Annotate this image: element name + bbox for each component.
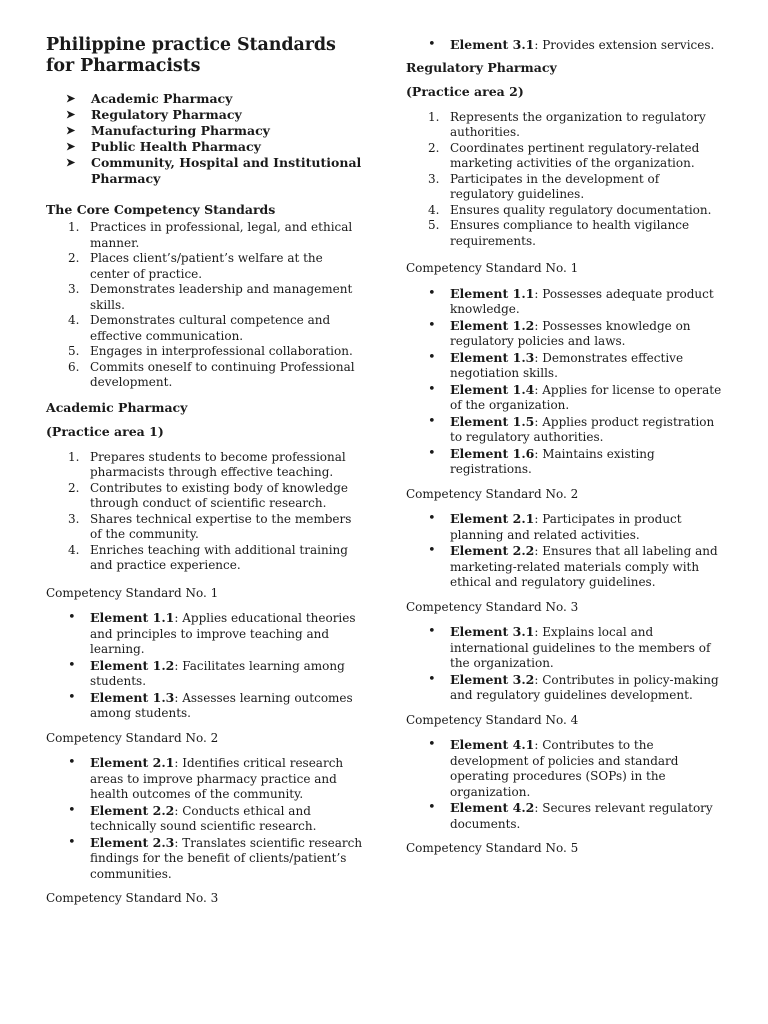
list-item: 5. Engages in interprofessional collaboration. bbox=[68, 344, 353, 358]
list-item: • Element 1.2: Facilitates learning among students. bbox=[68, 657, 345, 688]
competency-standard-label: Competency Standard No. 2 bbox=[46, 730, 219, 745]
competency-standard-label: Competency Standard No. 1 bbox=[406, 261, 579, 275]
arrow-bullet-icon: ➤ bbox=[66, 92, 76, 105]
arrow-bullet-icon: ➤ bbox=[66, 140, 76, 153]
competency-standard-label: Competency Standard No. 5 bbox=[406, 841, 579, 855]
competency-standard-label: Competency Standard No. 2 bbox=[406, 486, 579, 501]
list-item: 4. Enriches teaching with additional training and practice experience. bbox=[68, 542, 348, 572]
practice-areas-list bbox=[66, 91, 364, 187]
arrow-bullet-icon: ➤ bbox=[66, 108, 76, 121]
list-item: • Element 4.2: Secures relevant regulatory documents. bbox=[428, 800, 713, 831]
list-item: • Element 2.1: Identifies critical research areas to improve pharmacy practice and health outcomes of the community. bbox=[68, 755, 344, 801]
list-item: • Element 1.3: Demonstrates effective negotiation skills. bbox=[428, 349, 684, 380]
core-standards-list bbox=[46, 220, 364, 391]
elements-list bbox=[406, 37, 726, 54]
list-item: • Element 3.2: Contributes in policy-making and regulatory guidelines development. bbox=[428, 671, 719, 702]
list-item: • Element 1.2: Possesses knowledge on regulatory policies and laws. bbox=[428, 317, 691, 348]
list-item: 3. Demonstrates leadership and management skills. bbox=[68, 282, 353, 312]
list-item: ➤ Community, Hospital and Institutional Pharmacy bbox=[66, 155, 362, 186]
list-item: 1. Represents the organization to regulatory authorities. bbox=[428, 109, 706, 139]
academic-practice-area: (Practice area 1) bbox=[46, 423, 164, 439]
elements-list bbox=[406, 624, 726, 704]
list-item: • Element 1.3: Assesses learning outcomes among students. bbox=[68, 689, 353, 720]
elements-list bbox=[406, 286, 726, 478]
list-item: 4. Ensures quality regulatory documentation. bbox=[428, 202, 712, 217]
list-item: 5. Ensures compliance to health vigilance requirements. bbox=[428, 218, 690, 248]
list-item: • Element 2.2: Ensures that all labeling and marketing-related materials comply with ethical and regulatory guidelines. bbox=[428, 543, 718, 589]
list-item: 1. Practices in professional, legal, and ethical manner. bbox=[68, 220, 353, 250]
list-item: 2. Contributes to existing body of knowledge through conduct of scientific research. bbox=[68, 480, 349, 510]
list-item: 1. Prepares students to become professional pharmacists through effective teaching. bbox=[68, 449, 346, 479]
academic-list bbox=[46, 450, 364, 574]
list-item: ➤ Manufacturing Pharmacy bbox=[66, 123, 270, 138]
list-item: ➤ Public Health Pharmacy bbox=[66, 139, 261, 154]
left-column bbox=[46, 0, 364, 916]
list-item: • Element 1.4: Applies for license to operate of the organization. bbox=[428, 381, 722, 412]
list-item: • Element 3.1: Explains local and international guidelines to the members of the organization. bbox=[428, 624, 711, 670]
arrow-bullet-icon: ➤ bbox=[66, 156, 76, 169]
list-item: 4. Demonstrates cultural competence and effective communication. bbox=[68, 313, 331, 343]
elements-list bbox=[406, 737, 726, 832]
list-item: • Element 1.1: Possesses adequate product knowledge. bbox=[428, 285, 714, 316]
list-item: • Element 1.5: Applies product registration to regulatory authorities. bbox=[428, 413, 715, 444]
elements-list bbox=[406, 511, 726, 591]
list-item: 6. Commits oneself to continuing Professional development. bbox=[68, 359, 355, 389]
list-item: 3. Shares technical expertise to the members of the community. bbox=[68, 511, 352, 541]
list-item: 2. Places client’s/patient’s welfare at the center of practice. bbox=[68, 251, 323, 281]
regulatory-heading: Regulatory Pharmacy bbox=[406, 59, 557, 75]
list-item: ➤ Regulatory Pharmacy bbox=[66, 107, 242, 122]
regulatory-list bbox=[406, 110, 726, 250]
competency-standard-label: Competency Standard No. 4 bbox=[406, 712, 579, 727]
list-item: • Element 2.3: Translates scientific research findings for the benefit of clients/patient’s communities. bbox=[68, 834, 363, 881]
core-standards-heading: The Core Competency Standards bbox=[46, 202, 276, 217]
list-item: • Element 3.1: Provides extension services. bbox=[428, 37, 715, 52]
competency-standard-label: Competency Standard No. 3 bbox=[46, 891, 219, 905]
list-item: • Element 2.1: Participates in product planning and related activities. bbox=[428, 511, 682, 542]
arrow-bullet-icon: ➤ bbox=[66, 124, 76, 137]
competency-standard-label: Competency Standard No. 3 bbox=[406, 599, 579, 614]
elements-list bbox=[46, 610, 364, 722]
elements-list bbox=[46, 755, 364, 882]
page-title: Philippine practice Standards for Pharmacists bbox=[46, 35, 336, 76]
list-item: • Element 2.2: Conducts ethical and technically sound scientific research. bbox=[68, 802, 317, 833]
list-item: 3. Participates in the development of regulatory guidelines. bbox=[428, 171, 660, 201]
list-item: • Element 1.1: Applies educational theories and principles to improve teaching and learning. bbox=[68, 610, 356, 656]
regulatory-practice-area: (Practice area 2) bbox=[406, 83, 524, 99]
list-item: • Element 1.6: Maintains existing registrations. bbox=[428, 445, 655, 476]
right-column bbox=[406, 0, 726, 866]
list-item: • Element 4.1: Contributes to the development of policies and standard operating procedures (SOPs) in the organization. bbox=[428, 737, 679, 799]
list-item: ➤ Academic Pharmacy bbox=[66, 91, 233, 106]
academic-heading: Academic Pharmacy bbox=[46, 399, 188, 415]
competency-standard-label: Competency Standard No. 1 bbox=[46, 585, 219, 600]
list-item: 2. Coordinates pertinent regulatory-related marketing activities of the organization. bbox=[428, 140, 700, 170]
